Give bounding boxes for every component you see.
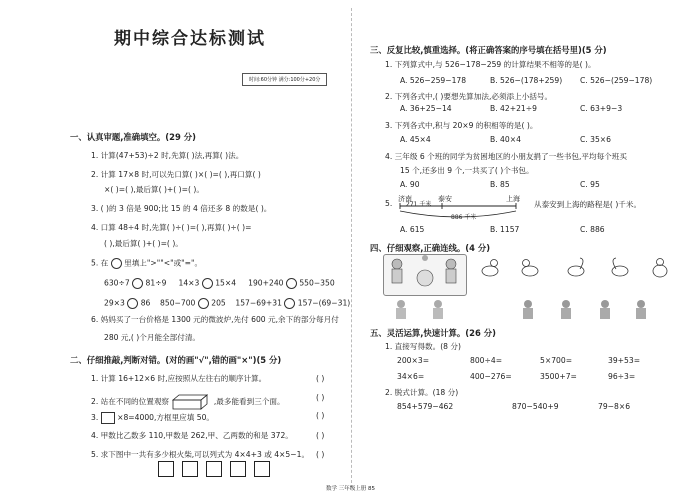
page-footer: 数学 三年级上册 85 <box>326 486 375 492</box>
section-4-heading: 四、仔细观察,正确连线。(4 分) <box>370 243 491 253</box>
step-calc: 854+579−462 <box>397 402 454 411</box>
s1-q5 <box>91 258 202 269</box>
s2-q3 <box>91 412 214 424</box>
section-2-heading: 二、仔细推敲,判断对错。(对的画"√",错的画"×")(5 分) <box>70 355 282 365</box>
s3-q2-opt-c[interactable]: C. 63+9−3 <box>580 104 623 113</box>
compare-circle[interactable] <box>132 278 143 289</box>
distance-271: 271 千米 <box>406 201 432 208</box>
s3-q5-text: 从泰安到上海的路程是( )千米。 <box>534 200 642 209</box>
matchstick-square <box>158 461 174 477</box>
s3-q5-opt-c[interactable]: C. 886 <box>580 225 605 234</box>
oral-calc: 400−276= <box>470 372 512 381</box>
section-1-heading: 一、认真审题,准确填空。(29 分) <box>70 132 196 142</box>
page-divider <box>351 8 352 488</box>
s5-part1: 1. 直接写得数。(8 分) <box>385 342 461 351</box>
judge-paren[interactable]: ( ) <box>316 450 325 459</box>
oral-calc: 200×3= <box>397 356 430 365</box>
s2-q3-num: 3. <box>91 413 99 422</box>
s1-q6a: 6. 妈妈买了一台价格是 1300 元的微波炉,先付 600 元,余下的部分每月付 <box>91 315 339 324</box>
compare-circle[interactable] <box>286 278 297 289</box>
time-score-info: 时间:60分钟 满分:100分+20分 <box>242 73 327 86</box>
s1-q2a: 2. 计算 17×8 时,可以先口算( )×( )=( ),再口算( ) <box>91 170 261 179</box>
s1-q2b: ×( )=( ),最后算( )+( )=( )。 <box>104 185 204 194</box>
s2-q2-prefix: 2. 站在不同的位置观察 <box>91 397 170 406</box>
oral-calc: 34×6= <box>397 372 425 381</box>
s3-q4-opt-b[interactable]: B. 85 <box>490 180 510 189</box>
cmp-expr: 157−(69−31) <box>297 298 351 308</box>
s2-q4: 4. 甲数比乙数多 110,甲数是 262,甲、乙两数的和是 372。 <box>91 431 293 440</box>
cmp-expr: 14×3 <box>178 278 200 288</box>
s3-q3: 3. 下列各式中,积与 20×9 的积相等的是( )。 <box>385 121 538 130</box>
s1-q4b: ( ),最后算( )+( )=( )。 <box>104 239 183 248</box>
s1-q6b: 280 元,( )个月能全部付清。 <box>104 333 201 342</box>
compare-circle[interactable] <box>198 298 209 309</box>
city-shanghai: 上海 <box>506 195 520 203</box>
cmp-expr: 86 <box>140 298 151 308</box>
s3-q4b: 15 个,还多出 9 个,一共买了( )个书包。 <box>400 166 534 175</box>
judge-paren[interactable]: ( ) <box>316 431 325 440</box>
s2-q2 <box>91 394 285 410</box>
compare-circle[interactable] <box>202 278 213 289</box>
compare-circle[interactable] <box>127 298 138 309</box>
duck-views-row <box>480 257 670 279</box>
matchstick-square <box>230 461 246 477</box>
cmp-expr: 157−69+31 <box>235 298 282 308</box>
oral-calc: 800÷4= <box>470 356 503 365</box>
s3-q3-opt-c[interactable]: C. 35×6 <box>580 135 611 144</box>
matchstick-square <box>254 461 270 477</box>
cmp-expr: 29×3 <box>104 298 125 308</box>
cmp-expr: 850−700 <box>160 298 196 308</box>
s1-q5-suffix: 里填上">""<"或"="。 <box>124 258 203 268</box>
s3-q4a: 4. 三年级 6 个班的同学为贫困地区的小朋友捐了一些书包,平均每个班买 <box>385 152 627 161</box>
s3-q1-opt-c[interactable]: C. 526−(259−178) <box>580 76 653 85</box>
answer-circle[interactable] <box>111 258 122 269</box>
judge-paren[interactable]: ( ) <box>316 374 325 383</box>
s1-q1: 1. 计算(47+53)÷2 时,先算( )法,再算( )法。 <box>91 151 244 160</box>
city-taian: 泰安 <box>438 195 452 203</box>
s1-q4a: 4. 口算 48÷4 时,先算( )÷( )=( ),再算( )÷( )= <box>91 223 252 232</box>
oral-calc: 39+53= <box>608 356 641 365</box>
cmp-expr: 630÷7 <box>104 278 130 288</box>
city-jinan: 济南 <box>398 195 412 203</box>
cmp-expr: 550−350 <box>299 278 335 288</box>
cmp-expr: 190+240 <box>248 278 284 288</box>
step-calc: 870−540+9 <box>512 402 559 411</box>
s3-q1: 1. 下列算式中,与 526−178−259 的计算结果不相等的是( )。 <box>385 60 596 69</box>
distance-886: 886 千米 <box>451 214 477 221</box>
matchstick-square <box>182 461 198 477</box>
compare-row-1 <box>104 278 335 289</box>
compare-circle[interactable] <box>284 298 295 309</box>
cmp-expr: 15×4 <box>215 278 237 288</box>
s2-q5: 5. 求下图中一共有多少根火柴,可以列式为 4×4+3 或 4×5−1。 <box>91 450 310 459</box>
judge-paren[interactable]: ( ) <box>316 393 325 402</box>
cuboid-figure <box>171 394 211 410</box>
s1-q3: 3. ( )的 3 倍是 900;比 15 的 4 倍还多 8 的数是( )。 <box>91 204 272 213</box>
s3-q2: 2. 下列各式中,( )要想先算加法,必须添上小括号。 <box>385 92 553 101</box>
s3-q3-opt-b[interactable]: B. 40×4 <box>490 135 521 144</box>
s3-q5-opt-b[interactable]: B. 1157 <box>490 225 520 234</box>
children-views-row <box>383 298 673 320</box>
s3-q3-opt-a[interactable]: A. 45×4 <box>400 135 431 144</box>
s3-q4-opt-c[interactable]: C. 95 <box>580 180 600 189</box>
s1-q5-prefix: 5. 在 <box>91 258 109 268</box>
cmp-expr: 81÷9 <box>145 278 167 288</box>
oral-calc: 5×700= <box>540 356 573 365</box>
s2-q1: 1. 计算 16+12×6 时,应按照从左往右的顺序计算。 <box>91 374 267 383</box>
s2-q2-suffix: ,最多能看到三个面。 <box>213 397 285 406</box>
s3-q1-opt-b[interactable]: B. 526−(178+259) <box>490 76 563 85</box>
children-figures <box>385 256 465 294</box>
judge-paren[interactable]: ( ) <box>316 411 325 420</box>
s3-q1-opt-a[interactable]: A. 526−259−178 <box>400 76 467 85</box>
compare-row-2 <box>104 298 350 309</box>
s3-q4-opt-a[interactable]: A. 90 <box>400 180 420 189</box>
oral-calc: 96÷3= <box>608 372 636 381</box>
s3-q2-opt-a[interactable]: A. 36+25−14 <box>400 104 452 113</box>
section-5-heading: 五、灵活运算,快速计算。(26 分) <box>370 328 496 338</box>
oral-calc: 3500+7= <box>540 372 577 381</box>
s3-q2-opt-b[interactable]: B. 42+21÷9 <box>490 104 537 113</box>
s2-q3-text: ×8=4000,方框里应填 50。 <box>117 413 215 422</box>
s5-part2: 2. 脱式计算。(18 分) <box>385 388 459 397</box>
cmp-expr: 205 <box>211 298 226 308</box>
section-3-heading: 三、反复比较,慎重选择。(将正确答案的序号填在括号里)(5 分) <box>370 45 607 55</box>
s3-q5-num: 5. <box>385 199 393 208</box>
answer-box[interactable] <box>101 412 115 424</box>
s3-q5-opt-a[interactable]: A. 615 <box>400 225 425 234</box>
step-calc: 79−8×6 <box>598 402 631 411</box>
page-title: 期中综合达标测试 <box>114 29 266 49</box>
matchstick-square <box>206 461 222 477</box>
